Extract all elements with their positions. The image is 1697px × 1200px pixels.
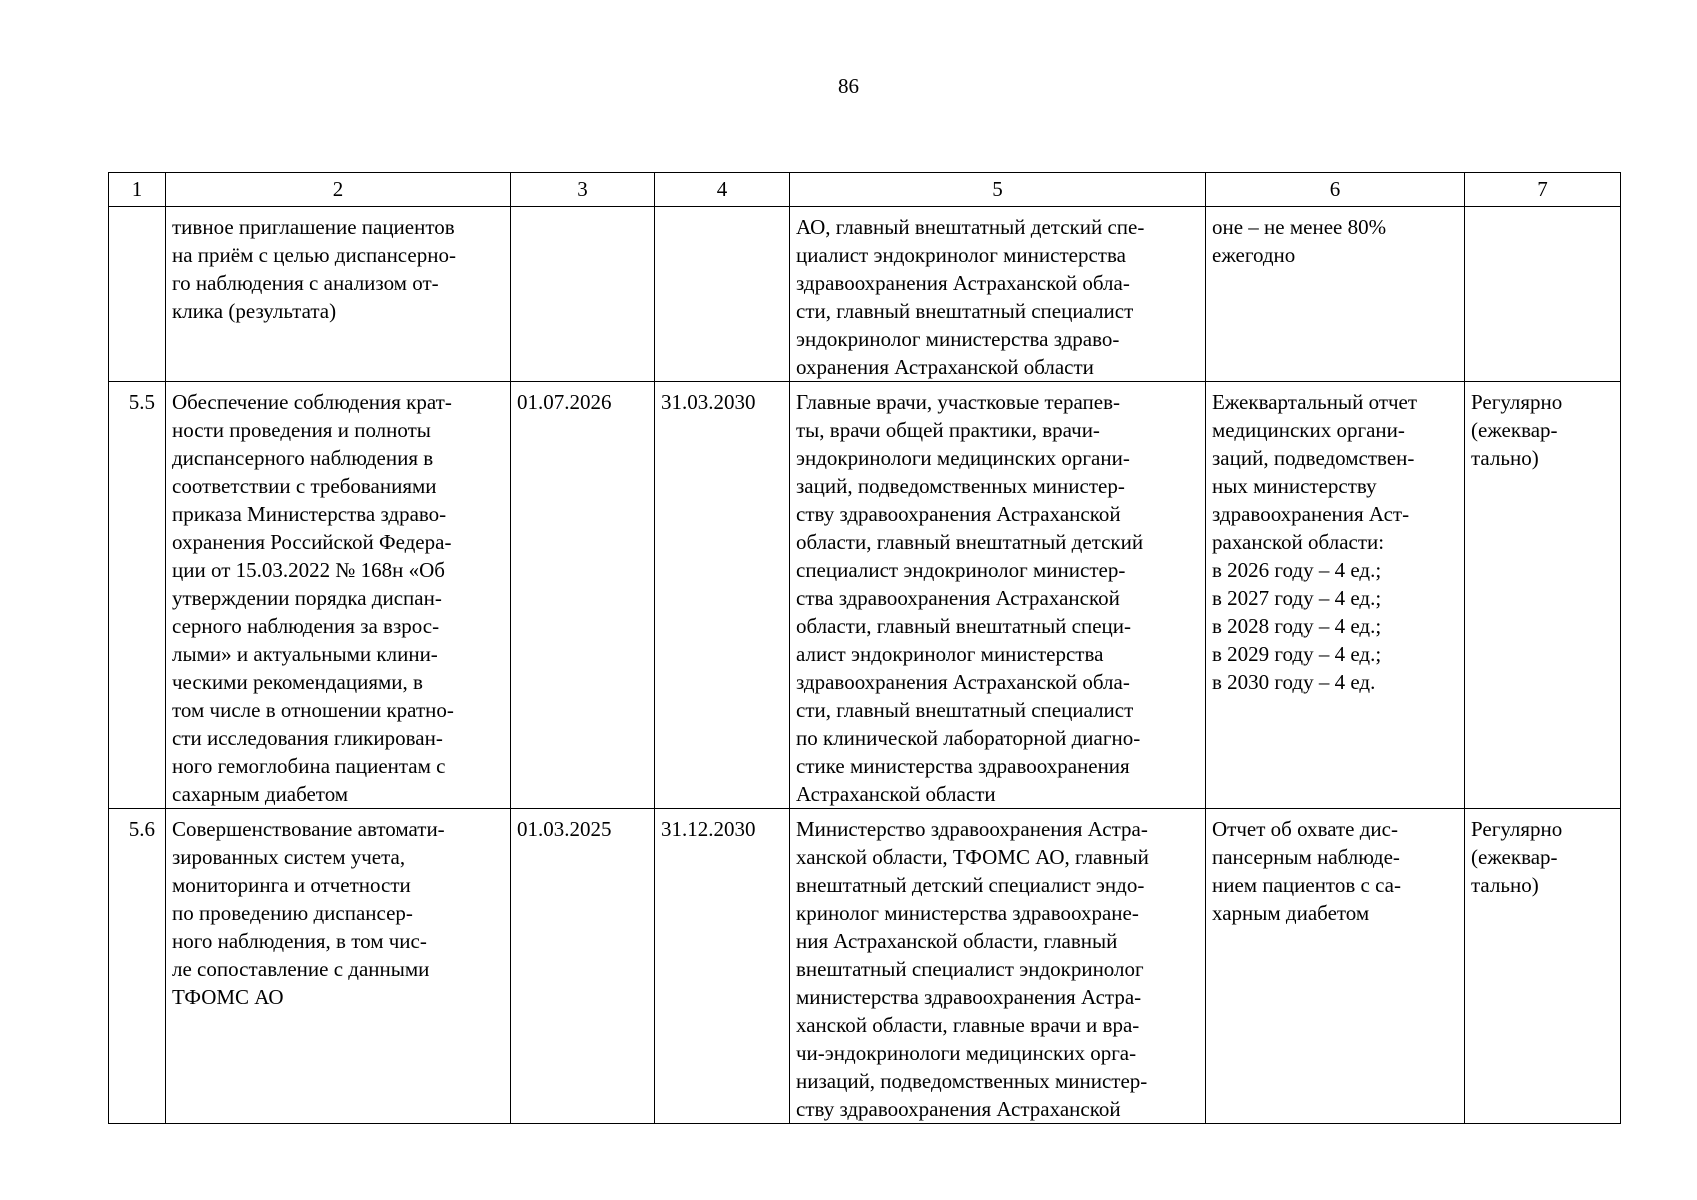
text-line: области, главный внештатный детский [796,530,1144,554]
text-line: сти, главный внештатный специалист [796,299,1134,323]
header-cell: 4 [655,173,790,207]
text-line: тивное приглашение пациентов [172,215,455,239]
text-line: харным диабетом [1212,901,1370,925]
activity-cell [166,207,511,382]
text-line: охранения Астраханской области [796,355,1094,379]
header-cell: 6 [1206,173,1465,207]
text-line: ле сопоставление с данными [172,957,430,981]
responsible-cell [790,207,1206,382]
text-line: министерства здравоохранения Астра- [796,985,1142,1009]
text-line: нием пациентов с са- [1212,873,1401,897]
frequency-cell [1465,207,1621,382]
text-line: лыми» и актуальными клини- [172,642,438,666]
text-line: ству здравоохранения Астраханской [796,502,1121,526]
header-row [109,173,1621,207]
text-line: приказа Министерства здраво- [172,502,447,526]
text-line: ции от 15.03.2022 № 168н «Об [172,558,445,582]
text-line: ству здравоохранения Астраханской [796,1097,1121,1121]
text-line: ческими рекомендациями, в [172,670,423,694]
text-line: внештатный детский специалист эндо- [796,873,1145,897]
text-line: сахарным диабетом [172,782,349,806]
start-date-cell [511,207,655,382]
text-line: по проведению диспансер- [172,901,413,925]
responsible-cell [790,382,1206,809]
text-line: ства здравоохранения Астраханской [796,586,1120,610]
text-line: ты, врачи общей практики, врачи- [796,418,1100,442]
text-line: Астраханской области [796,782,996,806]
row-number-cell: 5.6 [109,809,166,1124]
start-date-cell: 01.07.2026 [511,382,655,809]
frequency-cell [1465,382,1621,809]
text-line: пансерным наблюде- [1212,845,1400,869]
table-row [109,382,1621,809]
text-line: низаций, подведомственных министер- [796,1069,1148,1093]
text-line: кринолог министерства здравоохране- [796,901,1139,925]
text-line: в 2026 году – 4 ед.; [1212,558,1382,582]
result-cell [1206,207,1465,382]
row-number-cell: 5.5 [109,382,166,809]
text-line: в 2030 году – 4 ед. [1212,670,1376,694]
text-line: Регулярно [1471,817,1563,841]
end-date-cell [655,207,790,382]
text-line: заций, подведомственных министер- [796,474,1125,498]
text-line: сти исследования гликирован- [172,726,443,750]
header-cell: 5 [790,173,1206,207]
text-line: ежегодно [1212,243,1296,267]
text-line: соответствии с требованиями [172,474,437,498]
text-line: тально) [1471,873,1539,897]
text-line: Регулярно [1471,390,1563,414]
activity-cell [166,809,511,1124]
plan-table [108,172,1621,1124]
text-line: сти, главный внештатный специалист [796,698,1134,722]
text-line: здравоохранения Аст- [1212,502,1410,526]
page-number: 86 [838,74,859,98]
text-line: здравоохранения Астраханской обла- [796,670,1130,694]
text-line: циалист эндокринолог министерства [796,243,1126,267]
header-cell: 7 [1465,173,1621,207]
text-line: специалист эндокринолог министер- [796,558,1126,582]
text-line: АО, главный внештатный детский спе- [796,215,1145,239]
table-row [109,207,1621,382]
end-date-cell: 31.03.2030 [655,382,790,809]
text-line: чи-эндокринологи медицинских орга- [796,1041,1137,1065]
text-line: том числе в отношении кратно- [172,698,454,722]
table-row [109,809,1621,1124]
text-line: го наблюдения с анализом от- [172,271,439,295]
text-line: ханской области, главные врачи и вра- [796,1013,1140,1037]
text-line: ного гемоглобина пациентам с [172,754,446,778]
text-line: ТФОМС АО [172,985,284,1009]
text-line: оне – не менее 80% [1212,215,1387,239]
text-line: на приём с целью диспансерно- [172,243,456,267]
text-line: ного наблюдения, в том чис- [172,929,427,953]
text-line: ния Астраханской области, главный [796,929,1118,953]
header-cell: 3 [511,173,655,207]
text-line: по клинической лабораторной диагно- [796,726,1141,750]
row-number-cell [109,207,166,382]
text-line: раханской области: [1212,530,1385,554]
text-line: Главные врачи, участковые терапев- [796,390,1121,414]
text-line: области, главный внештатный специ- [796,614,1132,638]
text-line: Министерство здравоохранения Астра- [796,817,1148,841]
text-line: в 2029 году – 4 ед.; [1212,642,1382,666]
text-line: мониторинга и отчетности [172,873,411,897]
responsible-cell [790,809,1206,1124]
text-line: эндокринолог министерства здраво- [796,327,1120,351]
text-line: диспансерного наблюдения в [172,446,434,470]
text-line: Отчет об охвате дис- [1212,817,1398,841]
text-line: ханской области, ТФОМС АО, главный [796,845,1149,869]
text-line: стике министерства здравоохранения [796,754,1130,778]
text-line: тально) [1471,446,1539,470]
frequency-cell [1465,809,1621,1124]
text-line: алист эндокринолог министерства [796,642,1104,666]
text-line: в 2028 году – 4 ед.; [1212,614,1382,638]
text-line: клика (результата) [172,299,337,323]
text-line: в 2027 году – 4 ед.; [1212,586,1382,610]
text-line: утверждении порядка диспан- [172,586,442,610]
text-line: ности проведения и полноты [172,418,431,442]
result-cell [1206,382,1465,809]
text-line: внештатный специалист эндокринолог [796,957,1144,981]
result-cell [1206,809,1465,1124]
text-line: Ежеквартальный отчет [1212,390,1418,414]
start-date-cell: 01.03.2025 [511,809,655,1124]
header-cell: 2 [166,173,511,207]
text-line: здравоохранения Астраханской обла- [796,271,1130,295]
text-line: охранения Российской Федера- [172,530,452,554]
header-cell: 1 [109,173,166,207]
activity-cell [166,382,511,809]
text-line: Обеспечение соблюдения крат- [172,390,452,414]
text-line: эндокринологи медицинских органи- [796,446,1130,470]
text-line: заций, подведомствен- [1212,446,1415,470]
text-line: медицинских органи- [1212,418,1405,442]
text-line: серного наблюдения за взрос- [172,614,440,638]
text-line: (ежеквар- [1471,845,1558,869]
text-line: (ежеквар- [1471,418,1558,442]
text-line: Совершенствование автомати- [172,817,445,841]
text-line: зированных систем учета, [172,845,406,869]
end-date-cell: 31.12.2030 [655,809,790,1124]
text-line: ных министерству [1212,474,1377,498]
